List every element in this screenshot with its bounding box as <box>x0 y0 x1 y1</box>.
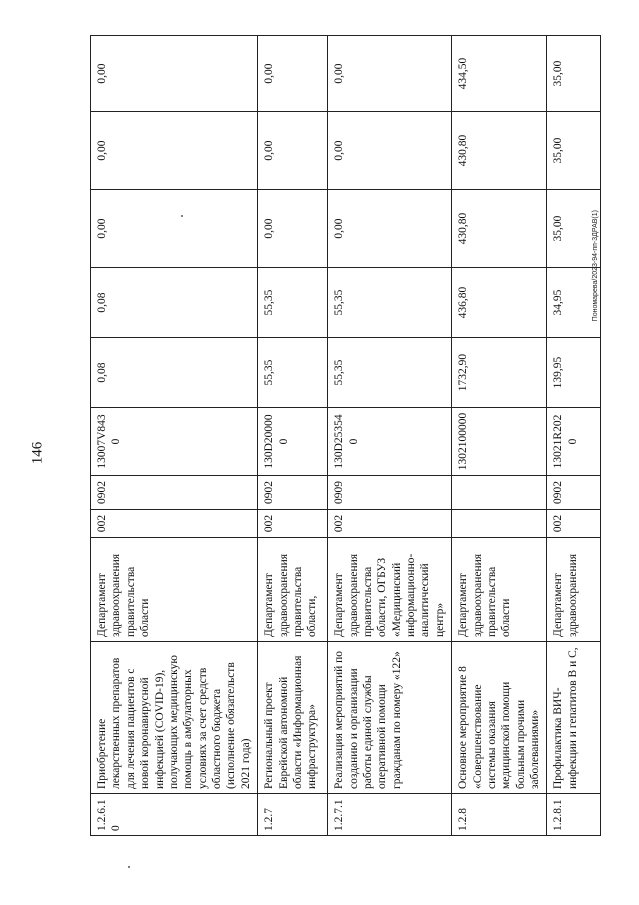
amount-year-3: 35,00 <box>547 112 601 190</box>
document-code: Пономарева/2023-94-пп-3ДРАВ(1) <box>592 210 599 322</box>
amount-year-1: 436,80 <box>452 268 547 338</box>
row-number: 1.2.6.10 <box>91 794 258 836</box>
amount-year-3: 430,80 <box>452 112 547 190</box>
target-article-code: 13021R2020 <box>547 408 601 476</box>
row-number: 1.2.7.1 <box>328 794 452 836</box>
amount-year-2: 0,00 <box>328 190 452 268</box>
target-article-code: 1302100000 <box>452 408 547 476</box>
amount-total: 55,35 <box>258 338 328 408</box>
grbs-code: 002 <box>258 510 328 538</box>
scan-speck <box>128 866 130 868</box>
target-article-code: 13007V8430 <box>91 408 258 476</box>
item-name: Профилактика ВИЧ-инфекции и гепатитов В и С, <box>547 642 601 794</box>
target-article-code: 130D200000 <box>258 408 328 476</box>
amount-year-4: 434,50 <box>452 36 547 112</box>
executor: Департамент здравоохранения правительства области, <box>258 538 328 642</box>
item-name: Реализация мероприятий по созданию и организации работы единой службы оперативной помощи гражданам по номеру «122» <box>328 642 452 794</box>
table-row <box>547 36 601 836</box>
row-number: 1.2.8 <box>452 794 547 836</box>
section-code: 0902 <box>258 476 328 510</box>
amount-total: 139,95 <box>547 338 601 408</box>
amount-total: 55,35 <box>328 338 452 408</box>
item-name: Приобретение лекарственных препаратов для лечения пациентов с новой коронавирусной инфекцией (COVID-19), получающих медицинскую помощь в амбулаторных условиях за счет средств областного бюджета (исполнение обязательств 2021 года) <box>91 642 258 794</box>
amount-year-3: 0,00 <box>258 112 328 190</box>
budget-table <box>90 35 601 836</box>
grbs-code: 002 <box>547 510 601 538</box>
amount-total: 1732,90 <box>452 338 547 408</box>
amount-year-4: 35,00 <box>547 36 601 112</box>
amount-year-4: 0,00 <box>328 36 452 112</box>
grbs-code: 002 <box>328 510 452 538</box>
table-row <box>91 36 258 836</box>
section-code: 0902 <box>547 476 601 510</box>
amount-total: 0,08 <box>91 338 258 408</box>
table-wrapper <box>90 36 579 836</box>
page-number: 146 <box>29 441 46 465</box>
executor: Департамент здравоохранения <box>547 538 601 642</box>
rotated-table-area <box>90 36 579 836</box>
item-name: Региональный проект Еврейской автономной области «Информационная инфраструктура» <box>258 642 328 794</box>
amount-year-1: 55,35 <box>328 268 452 338</box>
table-row <box>258 36 328 836</box>
amount-year-3: 0,00 <box>91 112 258 190</box>
amount-year-1: 0,08 <box>91 268 258 338</box>
amount-year-2: 430,80 <box>452 190 547 268</box>
executor: Департамент здравоохранения правительства области, ОГБУЗ «Медицинский информационно-аналитический центр» <box>328 538 452 642</box>
table-row <box>328 36 452 836</box>
row-number: 1.2.7 <box>258 794 328 836</box>
amount-year-4: 0,00 <box>258 36 328 112</box>
amount-year-1: 34,95 <box>547 268 601 338</box>
target-article-code: 130D253540 <box>328 408 452 476</box>
section-code <box>452 476 547 510</box>
executor: Департамент здравоохранения правительства области <box>452 538 547 642</box>
section-code: 0902 <box>91 476 258 510</box>
amount-year-1: 55,35 <box>258 268 328 338</box>
executor: Департамент здравоохранения правительства области <box>91 538 258 642</box>
grbs-code: 002 <box>91 510 258 538</box>
item-name: Основное мероприятие 8 «Совершенствование системы оказания медицинской помощи больным прочими заболеваниями» <box>452 642 547 794</box>
amount-year-2: 35,00 <box>547 190 601 268</box>
table-row <box>452 36 547 836</box>
row-number: 1.2.8.1 <box>547 794 601 836</box>
section-code: 0909 <box>328 476 452 510</box>
grbs-code <box>452 510 547 538</box>
amount-year-2: 0,00 <box>91 190 258 268</box>
amount-year-2: 0,00 <box>258 190 328 268</box>
amount-year-3: 0,00 <box>328 112 452 190</box>
amount-year-4: 0,00 <box>91 36 258 112</box>
